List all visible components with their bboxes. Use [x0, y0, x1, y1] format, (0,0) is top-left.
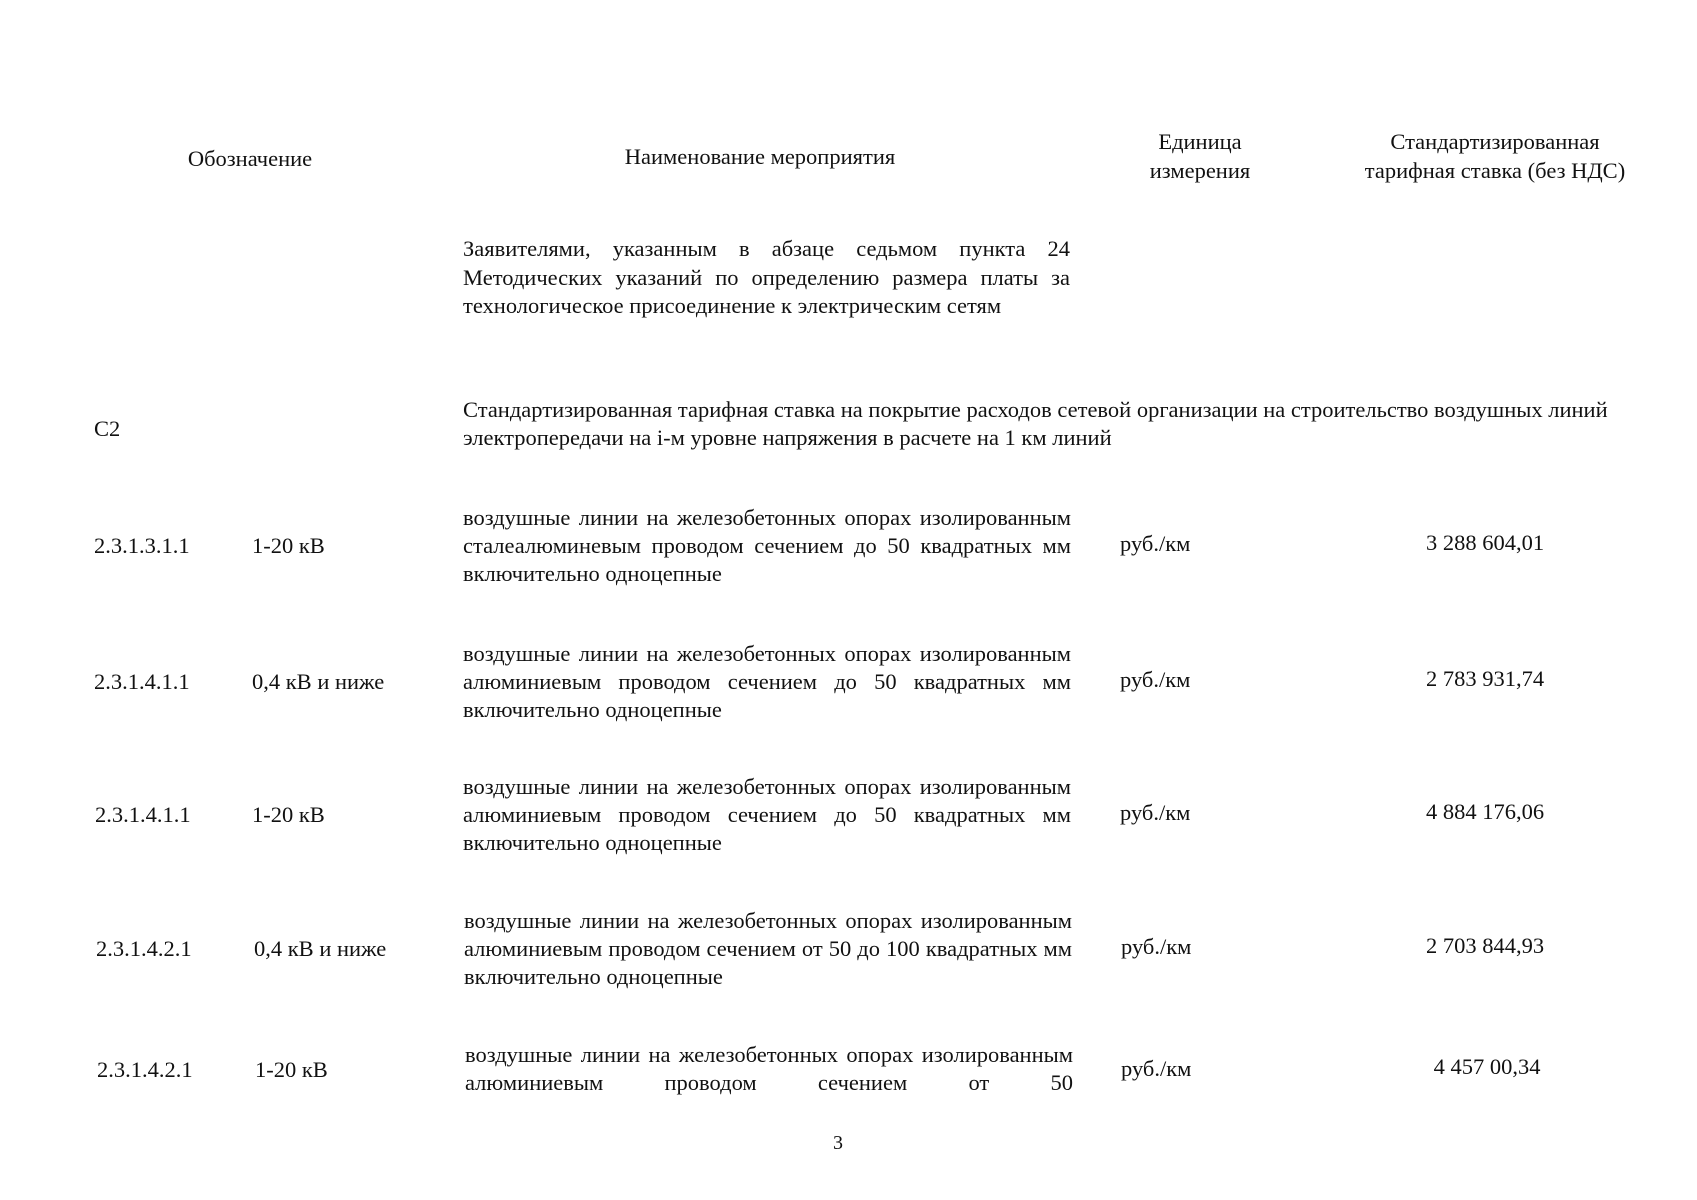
header-code: Обозначение	[187, 146, 313, 171]
row-unit: руб./км	[1121, 1056, 1192, 1081]
header-unit	[1100, 127, 1300, 185]
row-unit: руб./км	[1120, 667, 1191, 692]
header-rate-line2: тарифная ставка (без НДС)	[1364, 158, 1626, 183]
row-description: воздушные линии на железобетонных опорах изолированным алюминиевым проводом сечением до 50 квадратных мм включительно одноцепные	[463, 641, 1071, 722]
row-voltage: 1-20 кВ	[252, 802, 325, 827]
row-code: 2.3.1.4.2.1	[97, 1057, 193, 1082]
row-rate: 4 884 176,06	[1425, 799, 1545, 824]
row-voltage: 1-20 кВ	[255, 1057, 328, 1082]
row-unit: руб./км	[1120, 800, 1191, 825]
row-description: воздушные линии на железобетонных опорах изолированным алюминиевым проводом сечением до 50 квадратных мм включительно одноцепные	[463, 774, 1071, 855]
row-rate: 2 783 931,74	[1425, 666, 1545, 691]
header-unit-line1: Единица	[1158, 129, 1242, 154]
row-rate: 2 703 844,93	[1425, 933, 1545, 958]
header-unit-line2: измерения	[1149, 158, 1251, 183]
row-voltage: 1-20 кВ	[252, 533, 325, 558]
row-code: 2.3.1.4.1.1	[94, 669, 190, 694]
row-unit: руб./км	[1121, 934, 1192, 959]
row-rate: 4 457 00,34	[1433, 1054, 1541, 1079]
row-unit: руб./км	[1120, 531, 1191, 556]
row-description: воздушные линии на железобетонных опорах изолированным алюминиевым проводом сечением от 50	[465, 1042, 1073, 1095]
header-rate-line1: Стандартизированная	[1390, 129, 1600, 154]
row-voltage: 0,4 кВ и ниже	[254, 936, 387, 961]
row-description: воздушные линии на железобетонных опорах изолированным алюминиевым проводом сечением от 50 до 100 квадратных мм включительно одноцепные	[464, 908, 1072, 989]
page-number: 3	[833, 1132, 843, 1154]
header-name: Наименование мероприятия	[624, 144, 896, 169]
row-code: 2.3.1.3.1.1	[94, 533, 190, 558]
header-rate	[1330, 127, 1660, 185]
row-voltage: 0,4 кВ и ниже	[252, 669, 385, 694]
section-code: С2	[94, 416, 121, 441]
row-code: 2.3.1.4.1.1	[95, 802, 191, 827]
section-title: Стандартизированная тарифная ставка на покрытие расходов сетевой организации на строительство воздушных линий электропередачи на i-м уровне напряжения в расчете на 1 км линий	[463, 397, 1608, 450]
row-description: воздушные линии на железобетонных опорах изолированным сталеалюминевым проводом сечением до 50 квадратных мм включительно одноцепные	[463, 505, 1071, 586]
intro-text: Заявителями, указанным в абзаце седьмом пункта 24 Методических указаний по определению размера платы за технологическое присоединение к электрическим сетям	[463, 236, 1070, 318]
row-rate: 3 288 604,01	[1425, 530, 1545, 555]
row-code: 2.3.1.4.2.1	[96, 936, 192, 961]
